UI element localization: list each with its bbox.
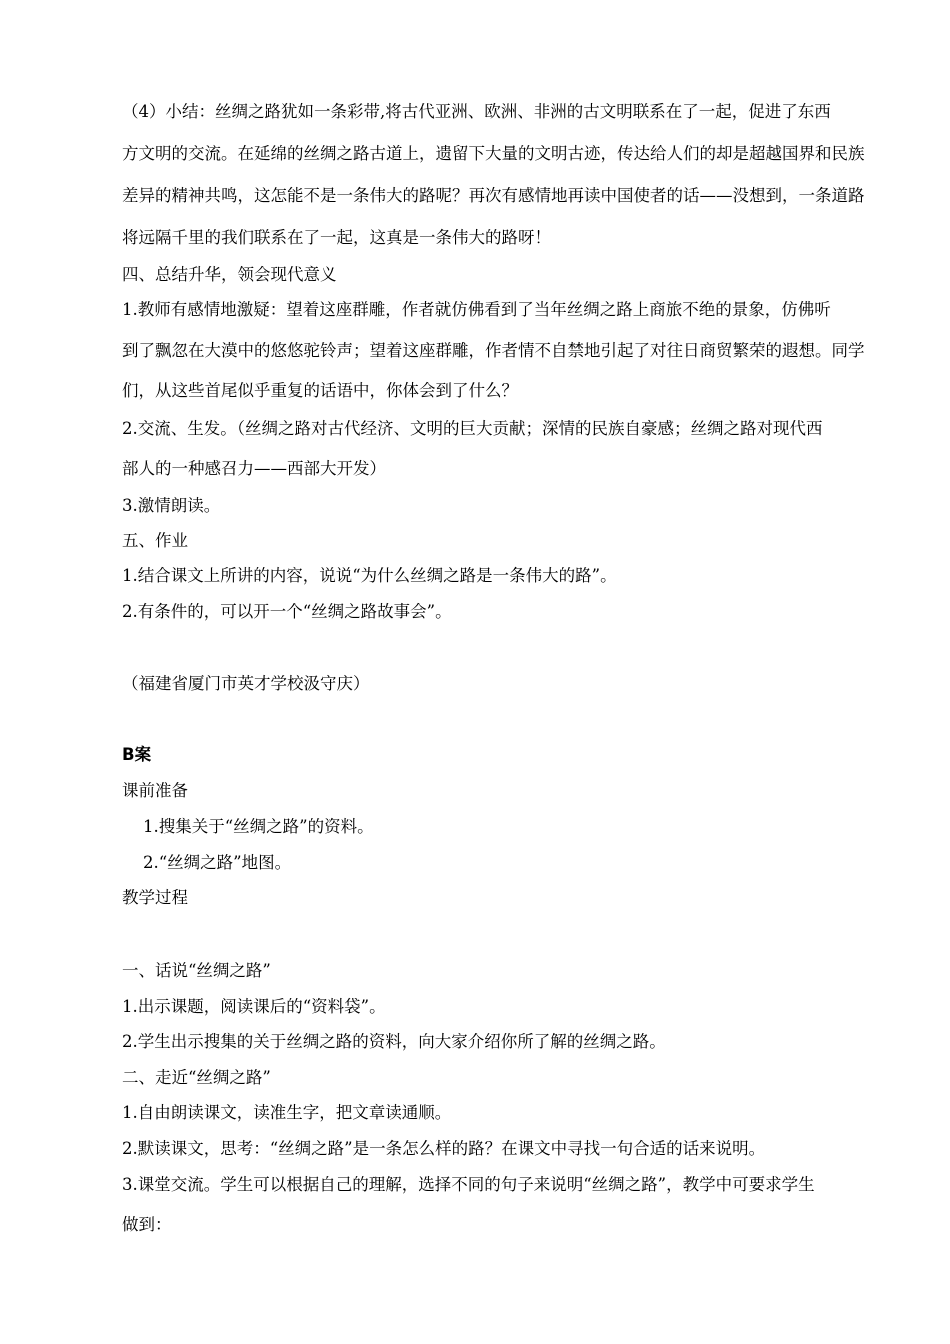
process-heading: 教学过程 xyxy=(122,888,188,907)
part2-item3-line-2: 做到： xyxy=(122,1215,172,1234)
part5-item1: 1.结合课文上所讲的内容，说说“为什么丝绸之路是一条伟大的路”。 xyxy=(122,566,617,585)
part5-item2: 2.有条件的，可以开一个“丝绸之路故事会”。 xyxy=(122,602,452,621)
part4-item3: 3.激情朗读。 xyxy=(122,496,221,515)
part4-heading: 四、总结升华，领会现代意义 xyxy=(122,265,337,284)
part5-heading: 五、作业 xyxy=(122,531,188,550)
prep-item-1: 1.搜集关于“丝绸之路”的资料。 xyxy=(143,817,374,836)
part2-item-2: 2.默读课文，思考：“丝绸之路”是一条怎么样的路？在课文中寻找一句合适的话来说明。 xyxy=(122,1139,766,1158)
summary-line-3: 差异的精神共鸣，这怎能不是一条伟大的路呢？再次有感情地再读中国使者的话——没想到，一条道路 xyxy=(122,186,865,205)
part4-item1-line-1: 1.教师有感情地激疑：望着这座群雕，作者就仿佛看到了当年丝绸之路上商旅不绝的景象，仿佛听 xyxy=(122,300,831,319)
part2-item3-line-1: 3.课堂交流。学生可以根据自己的理解，选择不同的句子来说明“丝绸之路”，教学中可要求学生 xyxy=(122,1175,815,1194)
part2-item-1: 1.自由朗读课文，读准生字，把文章读通顺。 xyxy=(122,1103,452,1122)
prep-item-2: 2.“丝绸之路”地图。 xyxy=(143,853,292,872)
part1-heading: 一、话说“丝绸之路” xyxy=(122,961,271,980)
summary-line-4: 将远隔千里的我们联系在了一起，这真是一条伟大的路呀！ xyxy=(122,228,551,247)
author-credit: （福建省厦门市英才学校汲守庆） xyxy=(122,674,370,693)
part1-item-1: 1.出示课题，阅读课后的“资料袋”。 xyxy=(122,997,386,1016)
part4-item1-line-2: 到了飘忽在大漠中的悠悠驼铃声；望着这座群雕，作者情不自禁地引起了对往日商贸繁荣的遐想。同学 xyxy=(122,341,865,360)
part4-item1-line-3: 们，从这些首尾似乎重复的话语中，你体会到了什么？ xyxy=(122,381,518,400)
part1-item-2: 2.学生出示搜集的关于丝绸之路的资料，向大家介绍你所了解的丝绸之路。 xyxy=(122,1032,666,1051)
part4-item2-line-2: 部人的一种感召力——西部大开发） xyxy=(122,459,386,478)
part4-item2-line-1: 2.交流、生发。（丝绸之路对古代经济、文明的巨大贡献；深情的民族自豪感；丝绸之路对现代西 xyxy=(122,419,823,438)
summary-line-1: （4）小结：丝绸之路犹如一条彩带,将古代亚洲、欧洲、非洲的古文明联系在了一起，促进了东西 xyxy=(122,102,831,121)
section-b-title: B案 xyxy=(122,745,152,764)
summary-line-2: 方文明的交流。在延绵的丝绸之路古道上，遗留下大量的文明古迹，传达给人们的却是超越国界和民族 xyxy=(122,144,865,163)
part2-heading: 二、走近“丝绸之路” xyxy=(122,1068,271,1087)
prep-heading: 课前准备 xyxy=(122,781,188,800)
